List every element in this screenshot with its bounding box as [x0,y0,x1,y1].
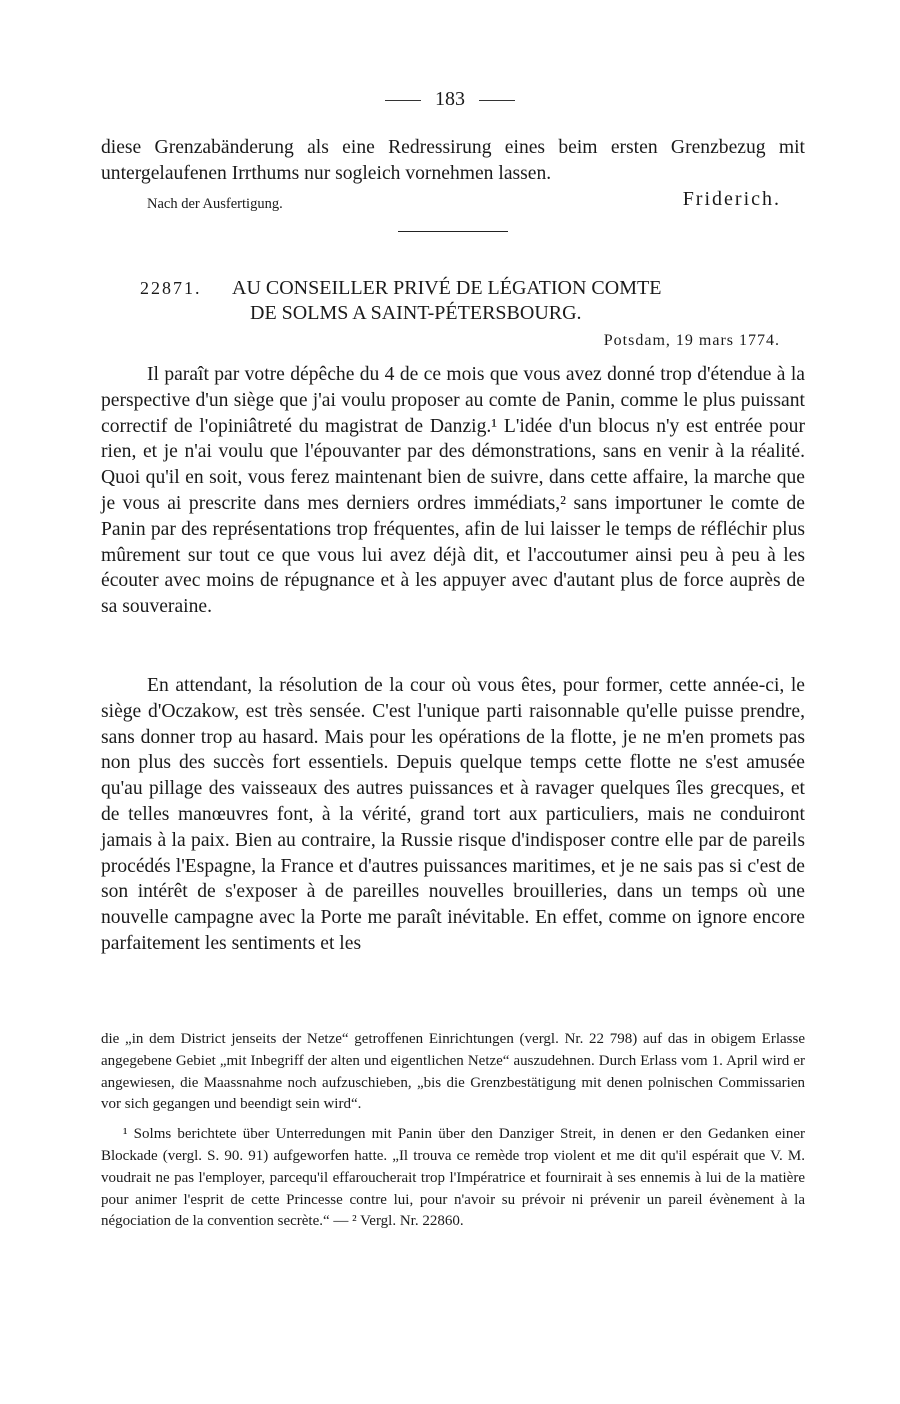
footnote-1: ¹ Solms berichtete über Unterredungen mit Panin über den Danziger Streit, in denen er den Gedanken einer Blockade (vergl. S. 90. 91) aufgeworfen hatte. „Il trouva ce remède trop violent et me dit qu'il espérait que V. M. voudrait ne pas l'employer, parcequ'il effaroucherait trop l'Impératrice et fournirait à ses ennemis à lui de la matière pour animer l'esprit de cette Princesse contre lui, pour n'avoir su prévoir ni prévenir un pareil évènement à la négociation de la convention secrète.“ — ² Vergl. Nr. 22860. [101,1126,805,1230]
heading-line-1: AU CONSEILLER PRIVÉ DE LÉGATION COMTE [232,277,662,299]
letter-paragraph-2: En attendant, la résolution de la cour où vous êtes, pour former, cette année-ci, le siège d'Oczakow, est très sensée. C'est l'unique parti raisonnable qu'elle puisse prendre, sans donner trop au hasard. Mais pour les opérations de la flotte, je ne m'en promets pas non plus des succès fort essentiels. Depuis quelque temps cette flotte ne s'est amusée qu'au pillage des vaisseaux des autres puissances et à ravager quelques îles grecques, et de telles manœuvres font, à la vérité, grand tort aux particuliers, mais ne conduiront jamais à la paix. Bien au contraire, la Russie risque d'indisposer contre elle par de pareils procédés l'Espagne, la France et d'autres puissances maritimes, et je ne sais pas si c'est de son intérêt de s'exposer à de pareilles nouvelles brouilleries, dans un temps où une nouvelle campagne avec la Porte me paraît inévitable. En effet, comme on ignore encore parfaitement les sentiments et les [101,675,805,954]
page-header [0,88,900,111]
section-divider [398,231,508,232]
header-rule-left [385,100,421,101]
footnotes [101,1029,805,1233]
continuation-paragraph: diese Grenzabänderung als eine Redressirung eines beim ersten Grenzbezug mit untergelaufenen Irrthums nur sogleich vornehmen lassen. [101,137,805,184]
heading-line-2: DE SOLMS A SAINT-PÉTERSBOURG. [250,302,582,324]
header-rule-right [479,100,515,101]
page-number: 183 [435,88,465,110]
letter-paragraph-1: Il paraît par votre dépêche du 4 de ce mois que vous avez donné trop d'étendue à la perspective d'un siège que j'ai voulu proposer au comte de Panin, comme le plus puissant correctif de l'opiniâtreté du magistrat de Danzig.¹ L'idée d'un blocus n'y est entrée pour rien, et je n'ai voulu que l'épouvanter par des démonstrations, sans en venir à la réalité. Quoi qu'il en soit, vous ferez maintenant bien de suivre, dans cette affaire, la marche que je vous ai prescrite dans mes derniers ordres immédiats,² sans importuner le comte de Panin par des représentations trop fréquentes, afin de lui laisser le temps de réfléchir plus mûrement sur tout ce que vous lui avez déjà dit, et l'accoutumer ainsi peu à peu à les écouter avec moins de répugnance et à les appuyer avec d'autant plus de force auprès de sa souveraine. [101,364,805,618]
source-note: Nach der Ausfertigung. [147,196,283,212]
letter-number: 22871. [140,278,202,298]
footnote-continued: die „in dem District jenseits der Netze“ getroffenen Einrichtungen (vergl. Nr. 22 798) auf das in obigem Erlasse angegebene Gebiet „mit Inbegriff der alten und eigentlichen Netze“ auszudehnen. Durch Erlass vom 1. April wird er angewiesen, die Maassnahme noch aufzuschieben, „bis die Grenzbestätigung mit denen polnischen Commissarien vor sich gegangen und beendigt sein wird“. [101,1031,805,1113]
signature: Friderich. [682,188,781,210]
dateline: Potsdam, 19 mars 1774. [603,332,780,349]
